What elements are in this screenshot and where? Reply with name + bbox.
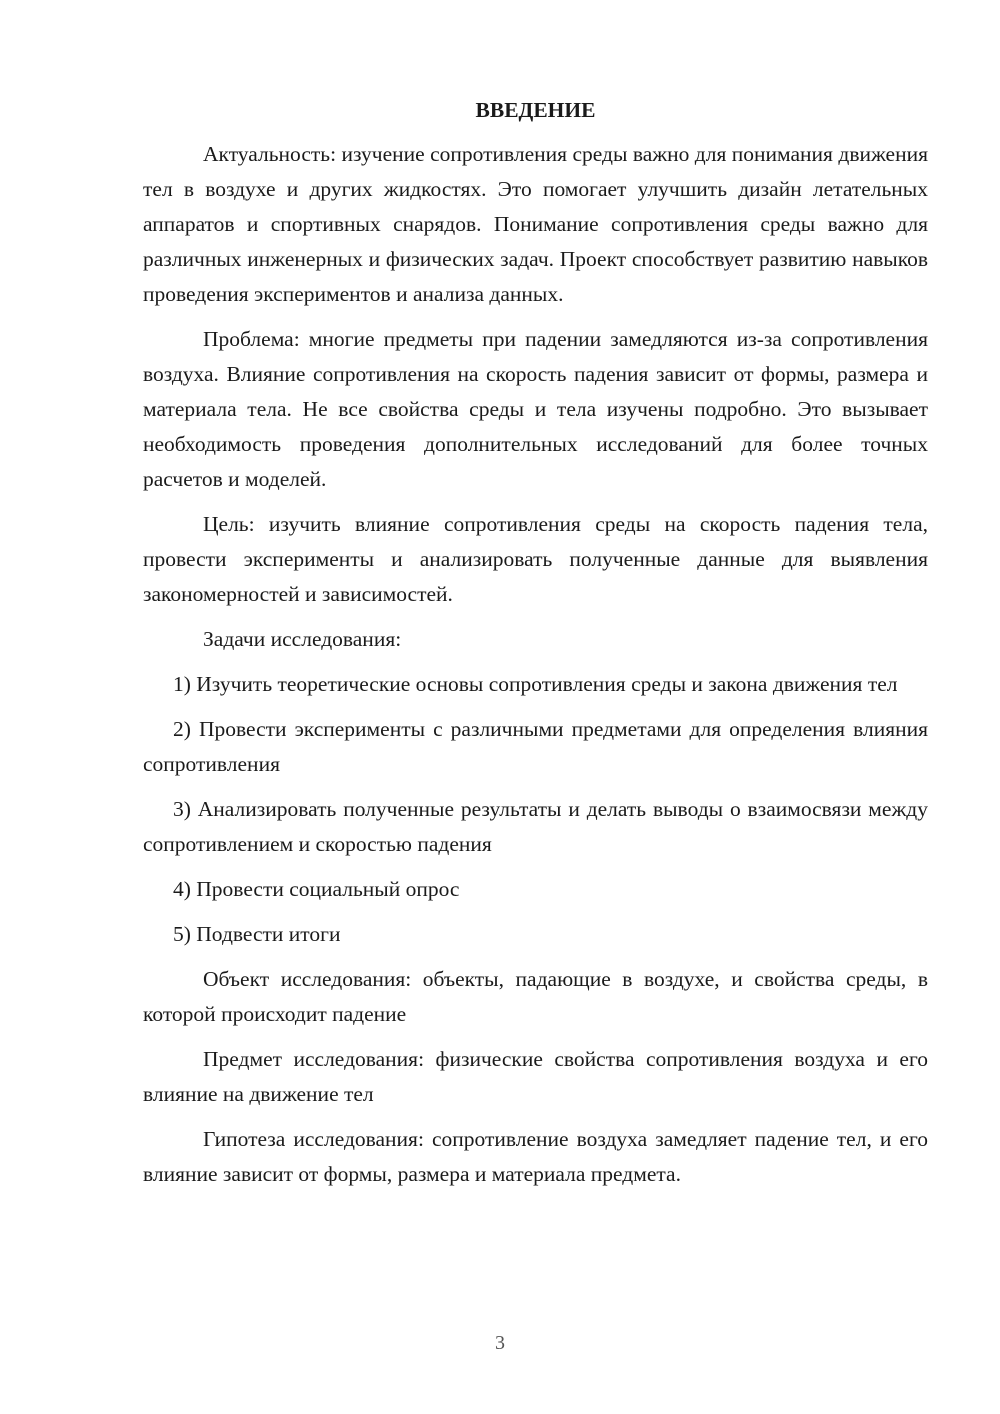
task-item-5: 5) Подвести итоги	[173, 922, 341, 946]
tasks-heading: Задачи исследования:	[203, 627, 402, 651]
paragraph-hypothesis: Гипотеза исследования: сопротивление воздуха замедляет падение тел, и его влияние зависит от формы, размера и материала предмета.	[143, 1127, 928, 1186]
task-item-4: 4) Провести социальный опрос	[173, 877, 460, 901]
document-page	[143, 95, 928, 1202]
paragraph-object: Объект исследования: объекты, падающие в воздухе, и свойства среды, в которой происходит падение	[143, 967, 928, 1026]
paragraph-goal: Цель: изучить влияние сопротивления среды на скорость падения тела, провести эксперименты и анализировать полученные данные для выявления закономерностей и зависимостей.	[143, 512, 928, 606]
section-title: ВВЕДЕНИЕ	[475, 98, 596, 122]
task-item-2: 2) Провести эксперименты с различными предметами для определения влияния сопротивления	[143, 717, 928, 776]
page-number: 3	[495, 1332, 505, 1354]
task-item-1: 1) Изучить теоретические основы сопротивления среды и закона движения тел	[173, 672, 898, 696]
task-item-3: 3) Анализировать полученные результаты и делать выводы о взаимосвязи между сопротивлением и скоростью падения	[143, 797, 928, 856]
paragraph-problem: Проблема: многие предметы при падении замедляются из-за сопротивления воздуха. Влияние сопротивления на скорость падения зависит от формы, размера и материала тела. Не все свойства среды и тела изучены подробно. Это вызывает необходимость проведения дополнительных исследований для более точных расчетов и моделей.	[143, 327, 928, 491]
paragraph-subject: Предмет исследования: физические свойства сопротивления воздуха и его влияние на движение тел	[143, 1047, 928, 1106]
paragraph-relevance: Актуальность: изучение сопротивления среды важно для понимания движения тел в воздухе и других жидкостях. Это помогает улучшить дизайн летательных аппаратов и спортивных снарядов. Понимание сопротивления среды важно для различных инженерных и физических задач. Проект способствует развитию навыков проведения экспериментов и анализа данных.	[143, 142, 928, 306]
